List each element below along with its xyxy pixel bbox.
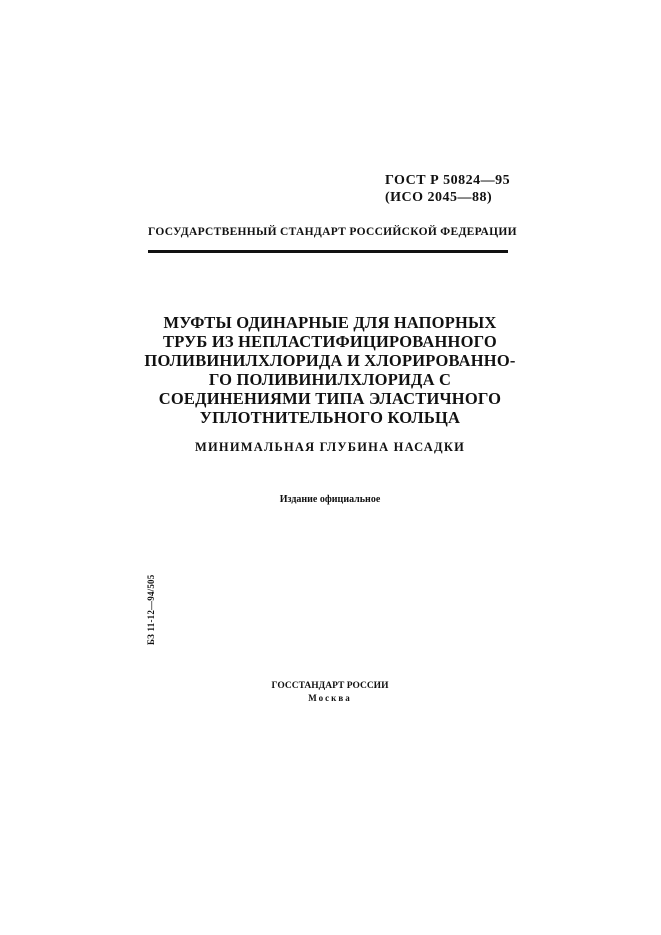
title-line: ГО ПОЛИВИНИЛХЛОРИДА С — [208, 370, 452, 389]
title-line: ТРУБ ИЗ НЕПЛАСТИФИЦИРОВАННОГО — [163, 332, 497, 351]
iso-code: (ИСО 2045—88) — [385, 190, 493, 205]
document-subtitle: МИНИМАЛЬНАЯ ГЛУБИНА НАСАДКИ — [194, 440, 466, 454]
title-line: СОЕДИНЕНИЯМИ ТИПА ЭЛАСТИЧНОГО — [158, 389, 502, 408]
header-divider — [148, 250, 508, 253]
side-registration-code: БЗ 11-12—94/505 — [146, 574, 156, 645]
publisher-city: Москва — [308, 693, 352, 703]
standard-code-block — [385, 172, 510, 206]
publisher-name: ГОССТАНДАРТ РОССИИ — [271, 681, 389, 691]
title-line: УПЛОТНИТЕЛЬНОГО КОЛЬЦА — [199, 408, 461, 427]
title-line: ПОЛИВИНИЛХЛОРИДА И ХЛОРИРОВАННО- — [144, 351, 516, 370]
edition-note: Издание официальное — [279, 494, 381, 505]
publisher-block — [230, 680, 430, 704]
document-header: ГОСУДАРСТВЕННЫЙ СТАНДАРТ РОССИЙСКОЙ ФЕДЕРАЦИИ — [148, 226, 517, 238]
document-title — [130, 313, 530, 427]
standard-code: ГОСТ Р 50824—95 — [385, 173, 511, 188]
title-line: МУФТЫ ОДИНАРНЫЕ ДЛЯ НАПОРНЫХ — [163, 313, 497, 332]
